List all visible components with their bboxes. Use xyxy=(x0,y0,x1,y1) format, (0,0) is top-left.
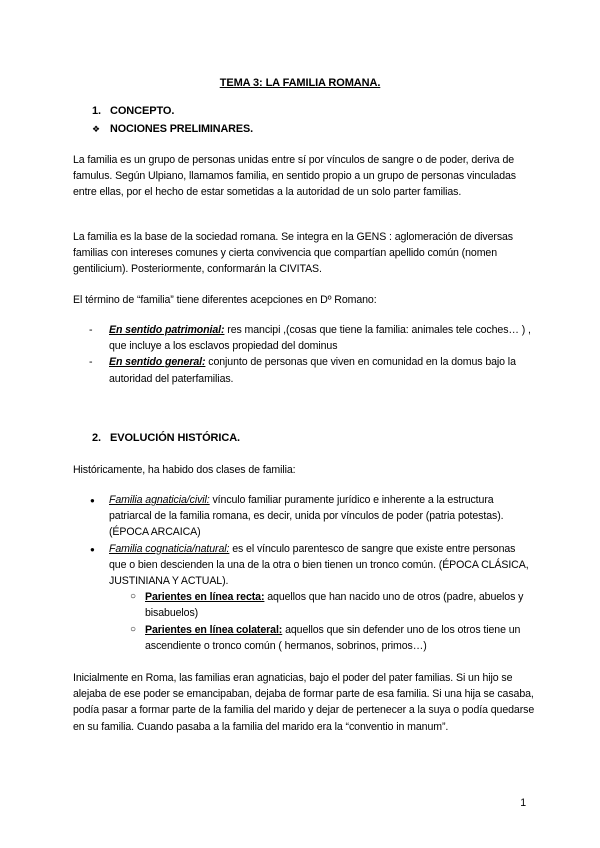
term-description: res mancipi ,(cosas que tiene la familia: animales tele coches… ) , que incluye a los esclavos propiedad del dominus xyxy=(109,324,531,353)
term-linea-colateral: Parientes en línea colateral: xyxy=(145,623,283,636)
page-number: 1 xyxy=(520,797,526,809)
term-linea-recta: Parientes en línea recta: xyxy=(145,591,265,604)
clases-list xyxy=(73,492,535,654)
bullet-dot-icon: ● xyxy=(90,496,95,505)
acepciones-list xyxy=(73,322,535,387)
paragraph-sociedad: La familia es la base de la sociedad romana. Se integra en la GENS : aglomeración de diversas familias con intereses comunes y cierta convivencia que compartían apellido común (nomen gentilicium). Posteriormente, conformarán la CIVITAS. xyxy=(73,231,514,276)
sub-list-item xyxy=(73,589,535,621)
section-number: 2. xyxy=(92,432,101,444)
bullet-dot-icon: ● xyxy=(90,544,95,554)
bullet-circle-icon: ○ xyxy=(130,623,136,635)
term-cognaticia: Familia cognaticia/natural: xyxy=(109,542,230,555)
list-item xyxy=(73,354,535,386)
bullet-circle-icon: ○ xyxy=(130,591,136,603)
section-title: EVOLUCIÓN HISTÓRICA. xyxy=(110,432,241,444)
sub-list-item xyxy=(73,622,535,654)
section-heading-concepto xyxy=(92,105,174,117)
list-item xyxy=(73,322,535,354)
list-item xyxy=(73,541,535,590)
dash-bullet: - xyxy=(89,324,93,336)
paragraph-agnaticias: Inicialmente en Roma, las familias eran agnaticias, bajo el poder del pater familias. Si un hijo se alejaba de ese poder se emancipaban, dejaba de formar parte de esa familia. Si una hija se casaba, podía pasar a formar parte de la familia del marido y dejar de pertenecer a la suya o podía quedarse en su familia. Cuando pasaba a la familia del marido era la “conventio in manum”. xyxy=(73,672,535,733)
section-title: CONCEPTO. xyxy=(110,105,175,117)
list-item xyxy=(73,492,535,541)
term-description: aquellos que sin defender uno de los otros tiene un ascendiente o tronco común ( hermanos, sobrinos, primos…) xyxy=(145,623,521,652)
term-description: aquellos que han nacido uno de otros (padre, abuelos y bisabuelos) xyxy=(145,591,524,620)
diamond-bullet-icon: ❖ xyxy=(92,124,100,134)
document-title: TEMA 3: LA FAMILIA ROMANA. xyxy=(219,77,381,89)
term-general: En sentido general: xyxy=(109,356,206,369)
paragraph-clases-intro: Históricamente, ha habido dos clases de familia: xyxy=(73,464,296,476)
term-description: vínculo familiar puramente jurídico e inherente a la estructura patriarcal de la familia romana, es decir, unida por vínculos de poder (patria potestas). (ÉPOCA ARCAICA) xyxy=(109,494,504,539)
subsection-heading-nociones xyxy=(92,123,253,135)
term-description: conjunto de personas que viven en comunidad en la domus bajo la autoridad del paterfamilias. xyxy=(109,356,516,385)
term-agnaticia: Familia agnaticia/civil: xyxy=(109,494,210,506)
dash-bullet: - xyxy=(89,356,93,369)
subsection-title: NOCIONES PRELIMINARES. xyxy=(110,123,253,135)
paragraph-definicion: La familia es un grupo de personas unidas entre sí por vínculos de sangre o de poder, deriva de famulus. Según Ulpiano, llamamos familia, en sentido propio a un grupo de personas vinculadas entre ellas, por el hecho de estar sometidas a la autoridad de un solo parter familias. xyxy=(73,154,516,199)
section-heading-evolucion xyxy=(92,432,240,444)
term-patrimonial: En sentido patrimonial: xyxy=(109,324,225,336)
section-number: 1. xyxy=(92,105,101,117)
paragraph-acepciones-intro: El término de “familia” tiene diferentes acepciones en Dº Romano: xyxy=(73,294,377,306)
term-description: es el vínculo parentesco de sangre que existe entre personas que o bien descienden la una de la otra o bien tienen un tronco común. (ÉPOCA CLÁSICA, JUSTINIANA Y ACTUAL). xyxy=(109,542,529,588)
